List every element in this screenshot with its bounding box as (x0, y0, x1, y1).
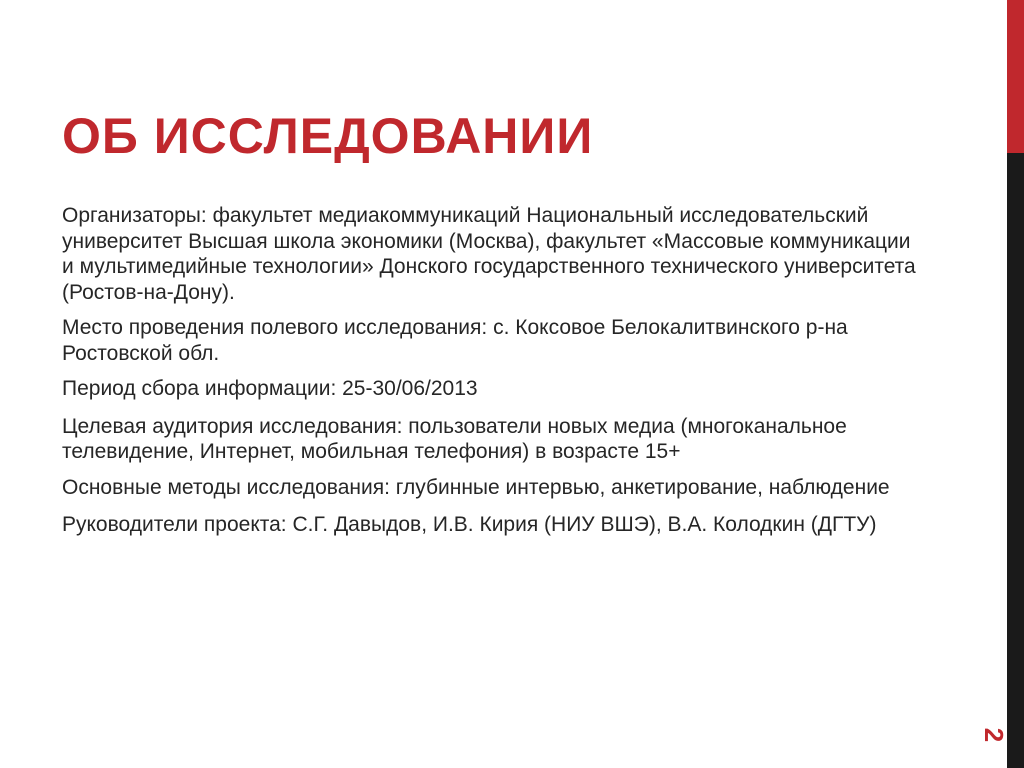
side-accent-bar-red (1007, 0, 1024, 153)
paragraph-organizers: Организаторы: факультет медиакоммуникаций Национальный исследовательский университет Высшая школа экономики (Москва), факультет «Массовые коммуникации и мультимедийные технологии» Донского государственного технического университета (Ростов-на-Дону). (62, 204, 916, 304)
slide-content (62, 203, 922, 548)
slide-title: ОБ ИССЛЕДОВАНИИ (62, 108, 594, 164)
paragraph-period: Период сбора информации: 25-30/06/2013 (62, 377, 478, 400)
paragraph-audience: Целевая аудитория исследования: пользователи новых медиа (многоканальное телевидение, Интернет, мобильная телефония) в возрасте 15+ (62, 414, 847, 463)
page-number: 2 (979, 727, 1009, 743)
paragraph-location: Место проведения полевого исследования: с. Коксовое Белокалитвинского р-на Ростовской обл. (62, 316, 848, 365)
paragraph-methods: Основные методы исследования: глубинные интервью, анкетирование, наблюдение (62, 475, 890, 499)
paragraph-leaders: Руководители проекта: С.Г. Давыдов, И.В. Кирия (НИУ ВШЭ), В.А. Колодкин (ДГТУ) (62, 513, 877, 536)
side-accent-bar-dark (1007, 153, 1024, 768)
